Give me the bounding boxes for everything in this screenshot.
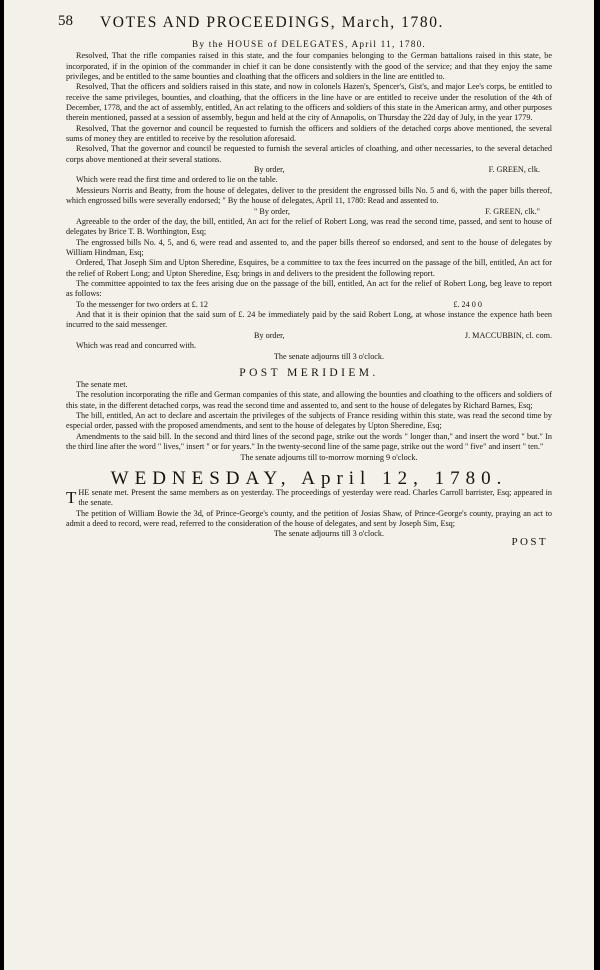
resolution-paragraph: Resolved, That the rifle companies raised in this state, and the four companies belonging to the German battalions raised in this state, be incorporated, if in the opinion of the commander in chief it can be done consistently with the good of the service; and that they enjoy the same privileges, and be entitled to the same bounties and cloathing that the officers and soldiers in the line are entitled to. (66, 51, 552, 82)
proceedings-paragraph: Which were read the first time and ordered to lie on the table. (76, 175, 278, 185)
proceedings-paragraph: The resolution incorporating the rifle and German companies of this state, and allowing the bounties and cloathing to the officers and soldiers of this state, in the different detached corps, was read the second time and assented to, and sent to the house of delegates by Richard Barnes, Esq; (66, 390, 552, 410)
adjournment-line: The senate adjourns till 3 o'clock. (273, 529, 385, 539)
proceedings-paragraph: The petition of William Bowie the 3d, of Prince-George's county, and the petition of Josias Shaw, of Prince-George's county, praying an act to admit a deed to record, were read, referred to the consideration of the house of delegates, and sent by Joseph Sim, Esq; (66, 508, 552, 529)
proceedings-paragraph: The senate met. (76, 380, 128, 389)
proceedings-paragraph (66, 488, 552, 509)
day-heading: WEDNESDAY, April 12, 1780. (110, 467, 508, 489)
catchword: POST (511, 535, 548, 548)
proceedings-paragraph: Messieurs Norris and Beatty, from the house of delegates, deliver to the president the engrossed bills No. 5 and 6, with the paper bills thereof, which engrossed bills were severally endorsed; " By the house of delegates, April 11, 1780: Read and assented to. (66, 185, 552, 206)
signature-line (66, 331, 552, 341)
signature-line (66, 165, 552, 175)
page-header (58, 13, 552, 40)
proceedings-paragraph: The engrossed bills No. 4, 5, and 6, were read and assented to, and the paper bills thereof so endorsed, and sent to the house of delegates by William Hindman, Esq; (66, 237, 552, 257)
proceedings-paragraph: The committee appointed to tax the fees arising due on the passage of the bill, entitled, An act for the relief of Robert Long, beg leave to report as follows: (66, 278, 552, 299)
proceedings-paragraph: Amendments to the said bill. In the second and third lines of the second page, strike out the words " longer than," and insert the word " but." In the third line after the word " lives," insert " or for years." In the twenty-second line of the same page, strike out the word " five" and insert " ten." (66, 431, 552, 452)
proceedings-paragraph: And that it is their opinion that the said sum of £. 24 be immediately paid by the said Robert Long, at whose instance the expence hath been incurred to the said messenger. (66, 309, 552, 330)
paragraph-text: HE senate met. Present the same members as on yesterday. The proceedings of yesterday were read. Charles Carroll barrister, Esq; appeared in the senate. (78, 488, 552, 508)
fee-line (66, 300, 552, 310)
signature-line (66, 207, 552, 217)
document-text (58, 13, 552, 553)
by-order-text: " By order, (254, 206, 290, 216)
clerk-signature: F. GREEN, clk. (488, 165, 540, 175)
resolution-paragraph: Resolved, That the governor and council be requested to furnish the several articles of cloathing, and other necessaries, to the several detached corps above mentioned at their several stations. (66, 144, 552, 164)
adjournment-line: The senate adjourns till 3 o'clock. (273, 352, 385, 362)
proceedings-paragraph: Agreeable to the order of the day, the bill, entitled, An act for the relief of Robert Long, was read the second time, passed, and sent to house of delegates by Brice T. B. Worthington, Esq; (66, 216, 552, 237)
proceedings-paragraph: Which was read and concurred with. (76, 340, 197, 350)
by-order-text: By order, (254, 165, 285, 175)
resolution-paragraph: Resolved, That the officers and soldiers raised in this state, and now in colonels Hazen's, Spencer's, Gist's, and major Lee's corps, be entitled to receive the same privileges, bounties, and cloathing, that the officers in the line have or are entitled to receive under the resolution of the 4th of December, 1778, and the act of assembly, entitled, An act relating to the officers and soldiers of this state in the American army, and other purposes therein mentioned, passed at a session of assembly, begun and held at the city of Annapolis, on Thursday the 22d day of July, in the year 1779. (66, 82, 552, 123)
catchword-line (66, 535, 552, 553)
resolution-paragraph: Resolved, That the governor and council be requested to furnish the officers and soldiers of the detached corps above mentioned, the several sums of money they are entitled to receive by the resolution aforesaid. (66, 123, 552, 144)
sub-heading: By the HOUSE of DELEGATES, April 11, 1780. (192, 40, 426, 50)
proceedings-paragraph: The bill, entitled, An act to declare and ascertain the privileges of the subjects of France residing within this state, was read the second time by especial order, passed with the proposed amendments, and sent to the house of delegates by Upton Sheredine, Esq; (66, 411, 552, 431)
fee-label: To the messenger for two orders at £. 12 (76, 299, 208, 309)
clerk-signature: F. GREEN, clk." (485, 206, 540, 216)
proceedings-paragraph: Ordered, That Joseph Sim and Upton Sheredine, Esquires, be a committee to tax the fees incurred on the passage of the bill, entitled, An act for the relief of Robert Long; and Upton Sheredine, Esq; brings in and delivers to the president the following report. (66, 258, 552, 278)
running-title: VOTES AND PROCEEDINGS, March, 1780. (100, 14, 445, 31)
document-page (4, 0, 594, 970)
section-heading: POST MERIDIEM. (239, 366, 379, 379)
fee-amount: £. 24 0 0 (453, 299, 482, 309)
adjournment-line: The senate adjourns till to-morrow morning 9 o'clock. (240, 453, 418, 463)
page-number: 58 (58, 13, 73, 29)
drop-cap: T (66, 488, 77, 508)
by-order-text: By order, (254, 330, 285, 340)
committee-signature: J. MACCUBBIN, cl. com. (464, 330, 552, 340)
